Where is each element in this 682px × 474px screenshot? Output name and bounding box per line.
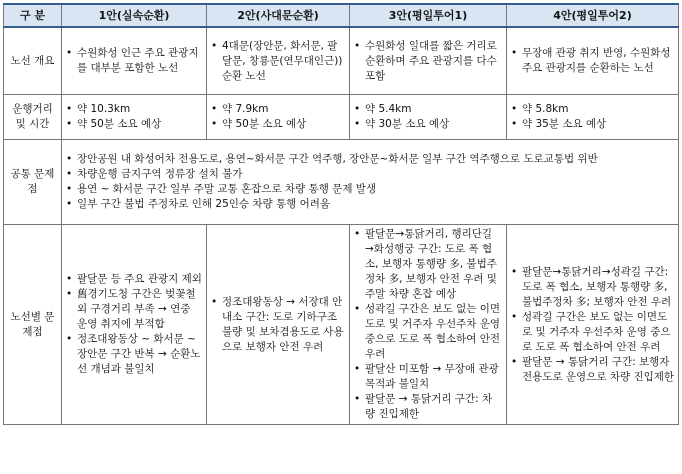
header-option-4: 4안(평일투어2) bbox=[507, 4, 679, 27]
bullet-item: • 舊경기도청 구간은 벚꽃철 외 구경거리 부족 → 연중 운영 취지에 부적합 bbox=[66, 287, 202, 332]
row-common-problems bbox=[4, 140, 679, 225]
bullet-item: • 성곽길 구간은 보도 없는 이면도로 및 거주자 우선주차 운영 중으로 도로 폭 협소하여 안전 우려 bbox=[511, 310, 674, 355]
bullet-item: • 용연 ~ 화서문 구간 일부 주말 교통 혼잡으로 차량 통행 문제 발생 bbox=[66, 182, 674, 197]
header-option-1: 1안(실속순환) bbox=[62, 4, 207, 27]
bullet-item: • 팔달문 → 통닭거리 구간: 차량 진입제한 bbox=[354, 392, 502, 422]
cell-option-2 bbox=[207, 27, 350, 95]
bullet-item: • 약 35분 소요 예상 bbox=[511, 117, 674, 132]
bullet-item: • 장안공원 내 화성어차 전용도로, 용연~화서문 구간 역주행, 장안문~화서문 일부 구간 역주행으로 도로교통법 위반 bbox=[66, 152, 674, 167]
row-label: 노선 개요 bbox=[4, 27, 62, 95]
bullet-item: • 약 50분 소요 예상 bbox=[211, 117, 345, 132]
bullet-item: • 팔달문 → 통닭거리 구간: 보행자전용도로 운영으로 차량 진입제한 bbox=[511, 355, 674, 385]
bullet-item: • 약 10.3km bbox=[66, 102, 202, 117]
bullet-item: • 약 50분 소요 예상 bbox=[66, 117, 202, 132]
row-label: 노선별 문제점 bbox=[4, 225, 62, 425]
cell-common bbox=[62, 140, 679, 225]
bullet-item: • 팔달문→통닭거리, 행리단길 →화성행궁 구간: 도로 폭 협소, 보행자 통행량 多, 불법주정차 多, 보행자 안전 우려 및 주말 차량 혼잡 예상 bbox=[354, 227, 502, 302]
bullet-item: • 수원화성 인근 주요 관광지를 대부분 포함한 노선 bbox=[66, 46, 202, 76]
bullet-item: • 약 30분 소요 예상 bbox=[354, 117, 502, 132]
header-row bbox=[4, 4, 679, 27]
cell-option-4 bbox=[507, 95, 679, 140]
header-category: 구 분 bbox=[4, 4, 62, 27]
cell-option-3 bbox=[350, 27, 507, 95]
cell-option-2 bbox=[207, 225, 350, 425]
bullet-item: • 팔달문 등 주요 관광지 제외 bbox=[66, 272, 202, 287]
row-distance-time bbox=[4, 95, 679, 140]
bullet-item: • 무장애 관광 취지 반영, 수원화성 주요 관광지를 순환하는 노선 bbox=[511, 46, 674, 76]
bullet-item: • 약 7.9km bbox=[211, 102, 345, 117]
bullet-item: • 팔달문→통닭거리→성곽길 구간: 도로 폭 협소, 보행자 통행량 多, 불법주정차 多; 보행자 안전 우려 bbox=[511, 265, 674, 310]
row-label: 공통 문제점 bbox=[4, 140, 62, 225]
bullet-item: • 4대문(장안문, 화서문, 팔달문, 창룡문(연무대인근)) 순환 노선 bbox=[211, 39, 345, 84]
cell-option-1 bbox=[62, 27, 207, 95]
route-comparison-table bbox=[3, 3, 679, 425]
bullet-item: • 정조대왕동상 ~ 화서문 ~ 장안문 구간 반복 → 순환노선 개념과 불일치 bbox=[66, 332, 202, 377]
header-option-2: 2안(사대문순환) bbox=[207, 4, 350, 27]
bullet-item: • 약 5.8km bbox=[511, 102, 674, 117]
cell-option-1 bbox=[62, 95, 207, 140]
cell-option-2 bbox=[207, 95, 350, 140]
row-route-overview bbox=[4, 27, 679, 95]
bullet-item: • 팔달산 미포함 → 무장애 관광 목적과 불일치 bbox=[354, 362, 502, 392]
cell-option-4 bbox=[507, 27, 679, 95]
header-option-3: 3안(평일투어1) bbox=[350, 4, 507, 27]
cell-option-4 bbox=[507, 225, 679, 425]
cell-option-1 bbox=[62, 225, 207, 425]
bullet-item: • 성곽길 구간은 보도 없는 이면도로 및 거주자 우선주차 운영 중으로 도로 폭 협소하여 안전 우려 bbox=[354, 302, 502, 362]
bullet-item: • 정조대왕동상 → 서장대 안내소 구간: 도로 기하구조 불량 및 보차겸용도로 사용으로 보행자 안전 우려 bbox=[211, 295, 345, 355]
bullet-item: • 차량운행 금지구역 정류장 설치 불가 bbox=[66, 167, 674, 182]
bullet-item: • 수원화성 일대를 짧은 거리로 순환하며 주요 관광지를 다수 포함 bbox=[354, 39, 502, 84]
row-route-problems bbox=[4, 225, 679, 425]
cell-option-3 bbox=[350, 225, 507, 425]
row-label: 운행거리 및 시간 bbox=[4, 95, 62, 140]
bullet-item: • 일부 구간 불법 주정차로 인해 25인승 차량 통행 어려움 bbox=[66, 197, 674, 212]
cell-option-3 bbox=[350, 95, 507, 140]
bullet-item: • 약 5.4km bbox=[354, 102, 502, 117]
